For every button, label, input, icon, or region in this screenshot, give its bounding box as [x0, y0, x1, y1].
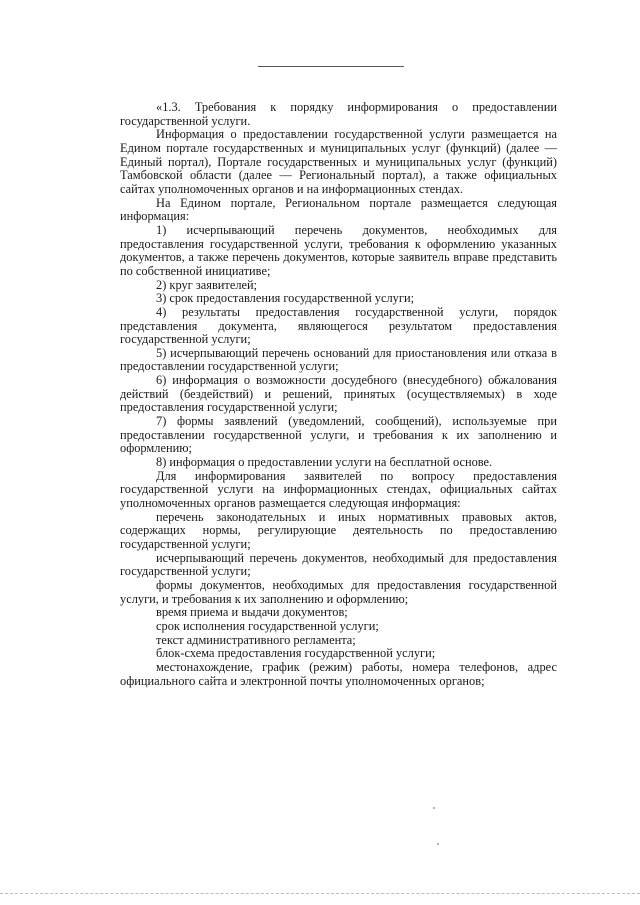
list-item: 5) исчерпывающий перечень оснований для приостановления или отказа в предоставлении государственной услуги;	[120, 345, 557, 374]
list-item: 3) срок предоставления государственной услуги;	[156, 291, 415, 306]
list-item: срок исполнения государственной услуги;	[156, 618, 379, 633]
scan-edge-line	[0, 893, 640, 894]
list-item: формы документов, необходимых для предоставления государственной услуги, и требования к их заполнению и оформлению;	[120, 577, 557, 606]
paragraph: Для информирования заявителей по вопросу предоставления государственной услуги на информационных стендах, официальных сайтах уполномоченных органов размещается следующая информация:	[120, 468, 557, 511]
section-heading: «1.3. Требования к порядку информирования о предоставлении государственной услуги.	[120, 100, 557, 128]
paragraph: Информация о предоставлении государственной услуги размещается на Едином портале государственных и муниципальных услуг (функций) (далее — Единый портал), Портале государственных и муниципальных услуг (функций) Тамбовской области (далее — Региональный портал), а также официальных сайтах уполномоченных органов и на информационных стендах.	[120, 127, 557, 196]
list-item: 2) круг заявителей;	[156, 277, 258, 292]
document-body	[120, 101, 557, 688]
header-rule	[258, 66, 404, 67]
list-item: текст административного регламента;	[156, 632, 356, 647]
list-item: 4) результаты предоставления государственной услуги, порядок представления документа, являющегося результатом предоставления государственной услуги;	[120, 304, 557, 347]
scan-speck	[437, 843, 439, 845]
paragraph: На Едином портале, Региональном портале размещается следующая информация:	[120, 195, 557, 224]
list-item: 8) информация о предоставлении услуги на бесплатной основе.	[156, 455, 493, 470]
scan-speck	[433, 807, 435, 809]
list-item: 6) информация о возможности досудебного (внесудебного) обжалования действий (бездействий) и решений, принятых (осуществляемых) в ходе предоставления государственной услуги;	[120, 373, 557, 415]
list-item: местонахождение, график (режим) работы, номера телефонов, адрес официального сайта и электронной почты уполномоченных органов;	[120, 659, 557, 688]
list-item: 1) исчерпывающий перечень документов, необходимых для предоставления государственной услуги, требования к оформлению указанных документов, а также перечень документов, которые заявитель вправе представить по собственной инициативе;	[120, 222, 557, 278]
list-item: исчерпывающий перечень документов, необходимый для предоставления государственной услуги;	[120, 550, 557, 579]
list-item: время приема и выдачи документов;	[156, 605, 348, 620]
list-item: 7) формы заявлений (уведомлений, сообщений), используемые при предоставлении государственной услуги, и требования к их заполнению и оформлению;	[120, 414, 557, 456]
list-item: перечень законодательных и иных нормативных правовых актов, содержащих нормы, регулирующие деятельность по предоставлению государственной услуги;	[120, 509, 557, 551]
list-item: блок-схема предоставления государственной услуги;	[156, 646, 436, 661]
